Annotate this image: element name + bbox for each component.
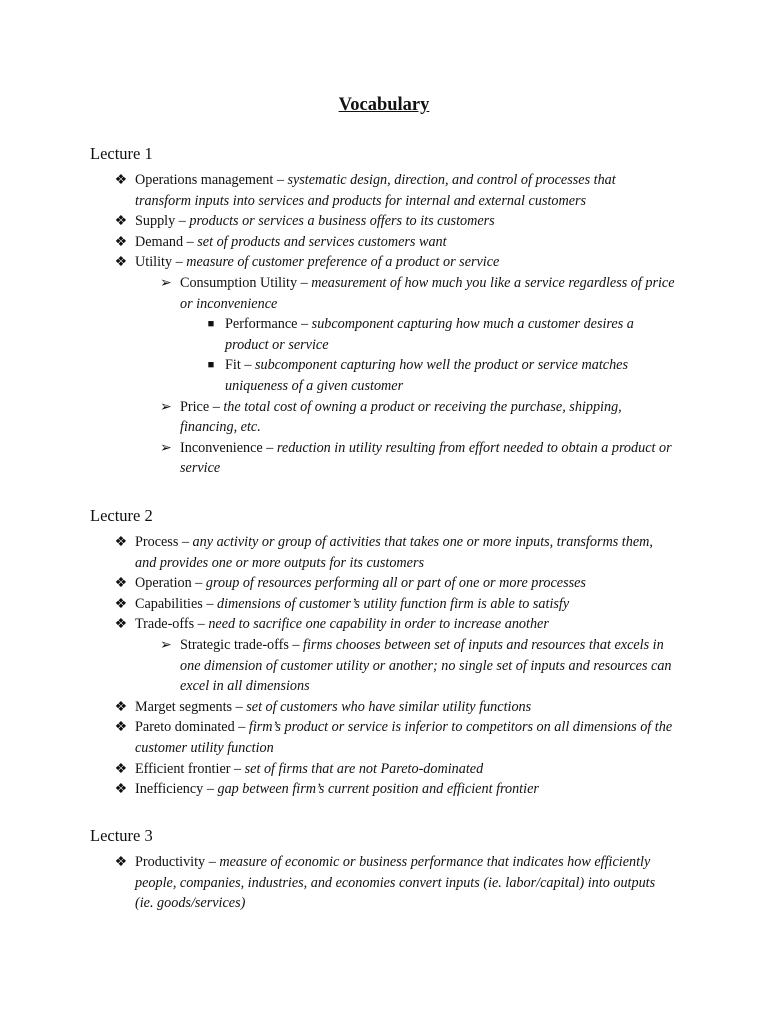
term: Demand bbox=[135, 233, 184, 250]
diamond-bullet-icon: ❖ bbox=[114, 719, 128, 736]
list-item: ➢ Inconvenience – reduction in utility resulting from effort needed to obtain a product or service bbox=[90, 438, 690, 479]
list-item: ❖ Capabilities – dimensions of customer’s utility function firm is able to satisfy bbox=[90, 594, 690, 615]
diamond-bullet-icon: ❖ bbox=[114, 854, 128, 870]
term: Efficient frontier bbox=[135, 760, 231, 777]
term: Strategic trade-offs bbox=[180, 636, 289, 653]
term: Fit bbox=[225, 357, 241, 374]
definition: set of customers who have similar utility functions bbox=[246, 698, 532, 715]
definition: subcomponent capturing how well the product or service matches uniqueness of a given customer bbox=[225, 357, 628, 394]
diamond-bullet-icon: ❖ bbox=[114, 781, 128, 798]
diamond-bullet-icon: ❖ bbox=[114, 595, 128, 612]
list-item: ❖ Pareto dominated – firm’s product or service is inferior to competitors on all dimensions of the customer utility function bbox=[90, 717, 690, 758]
definition: measurement of how much you like a service regardless of price or inconvenience bbox=[180, 274, 675, 312]
diamond-bullet-icon: ❖ bbox=[114, 698, 128, 715]
list-item: ➢ Price – the total cost of owning a product or receiving the purchase, shipping, financing, etc. bbox=[90, 397, 690, 438]
list-item: ■ Performance – subcomponent capturing how much a customer desires a product or service bbox=[90, 314, 690, 355]
term: Consumption Utility bbox=[180, 274, 298, 291]
section-lecture-2 bbox=[90, 505, 690, 800]
arrow-bullet-icon: ➢ bbox=[160, 398, 172, 415]
diamond-bullet-icon: ❖ bbox=[114, 534, 128, 550]
term: Price bbox=[180, 398, 210, 415]
diamond-bullet-icon: ❖ bbox=[114, 213, 128, 230]
arrow-bullet-icon: ➢ bbox=[160, 439, 172, 456]
section-heading: Lecture 1 bbox=[90, 144, 153, 163]
section-lecture-3 bbox=[90, 825, 690, 914]
list-item: ❖ Supply – products or services a business offers to its customers bbox=[90, 211, 690, 232]
diamond-bullet-icon: ❖ bbox=[114, 233, 128, 250]
term: Capabilities bbox=[135, 595, 203, 612]
term: Inconvenience bbox=[180, 439, 263, 456]
term: Pareto dominated bbox=[135, 719, 235, 736]
definition: measure of economic or business performance that indicates how efficiently people, companies, industries, and economies convert inputs (ie. labor/capital) into outputs (ie. goods/services) bbox=[135, 854, 656, 912]
square-bullet-icon: ■ bbox=[207, 318, 215, 331]
list-item: ➢ Strategic trade-offs – firms chooses between set of inputs and resources that excels in one dimension of customer utility or another; no single set of inputs and resources can excel in all dimensions bbox=[90, 635, 690, 697]
definition: systematic design, direction, and control of processes that transform inputs into services and products for internal and external customers bbox=[135, 172, 616, 209]
term: Process bbox=[135, 534, 179, 550]
list-item: ➢ Consumption Utility – measurement of how much you like a service regardless of price or inconvenience bbox=[90, 273, 690, 314]
definition: firm’s product or service is inferior to competitors on all dimensions of the customer utility function bbox=[135, 719, 673, 756]
term: Supply bbox=[135, 213, 176, 230]
list-item: ❖ Utility – measure of customer preference of a product or service bbox=[90, 252, 690, 273]
list-item: ■ Fit – subcomponent capturing how well the product or service matches uniqueness of a given customer bbox=[90, 355, 690, 396]
list-item: ❖ Trade-offs – need to sacrifice one capability in order to increase another bbox=[90, 614, 690, 635]
section-heading: Lecture 2 bbox=[90, 506, 153, 525]
definition: gap between firm’s current position and efficient frontier bbox=[217, 781, 539, 798]
diamond-bullet-icon: ❖ bbox=[114, 172, 128, 188]
definition: set of firms that are not Pareto-dominated bbox=[244, 760, 484, 777]
arrow-bullet-icon: ➢ bbox=[160, 636, 172, 653]
definition: subcomponent capturing how much a customer desires a product or service bbox=[225, 316, 634, 353]
square-bullet-icon: ■ bbox=[207, 359, 215, 372]
definition: group of resources performing all or part of one or more processes bbox=[205, 575, 586, 592]
section-lecture-1 bbox=[90, 143, 690, 479]
diamond-bullet-icon: ❖ bbox=[114, 760, 128, 777]
definition: any activity or group of activities that takes one or more inputs, transforms them, and provides one or more outputs for its customers bbox=[135, 534, 653, 571]
list-item: ❖ Process – any activity or group of activities that takes one or more inputs, transforms them, and provides one or more outputs for its customers bbox=[90, 532, 690, 573]
section-heading: Lecture 3 bbox=[90, 826, 153, 845]
list-item: ❖ Marget segments – set of customers who have similar utility functions bbox=[90, 697, 690, 718]
diamond-bullet-icon: ❖ bbox=[114, 575, 128, 592]
term: Trade-offs bbox=[135, 616, 195, 633]
term: Productivity bbox=[135, 854, 206, 870]
term: Inefficiency bbox=[135, 781, 204, 798]
definition: reduction in utility resulting from effort needed to obtain a product or service bbox=[180, 439, 672, 477]
definition: measure of customer preference of a product or service bbox=[186, 254, 500, 271]
definition: the total cost of owning a product or receiving the purchase, shipping, financing, etc. bbox=[180, 398, 622, 436]
term: Marget segments bbox=[135, 698, 233, 715]
definition: dimensions of customer’s utility function firm is able to satisfy bbox=[216, 595, 570, 612]
diamond-bullet-icon: ❖ bbox=[114, 254, 128, 271]
definition: set of products and services customers want bbox=[197, 233, 447, 250]
arrow-bullet-icon: ➢ bbox=[160, 274, 172, 291]
term: Operations management bbox=[135, 172, 274, 188]
list-item: ❖ Demand – set of products and services customers want bbox=[90, 232, 690, 253]
term: Operation bbox=[135, 575, 192, 592]
document-title: Vocabulary bbox=[338, 95, 430, 115]
definition: need to sacrifice one capability in order to increase another bbox=[208, 616, 549, 633]
term: Performance bbox=[225, 316, 298, 333]
diamond-bullet-icon: ❖ bbox=[114, 616, 128, 633]
definition: products or services a business offers to its customers bbox=[189, 213, 495, 230]
list-item: ❖ Operations management – systematic design, direction, and control of processes that transform inputs into services and products for internal and external customers bbox=[90, 170, 690, 211]
list-item: ❖ Productivity – measure of economic or business performance that indicates how efficiently people, companies, industries, and economies convert inputs (ie. labor/capital) into outputs (ie. goods/services) bbox=[90, 852, 690, 914]
term: Utility bbox=[135, 254, 173, 271]
list-item: ❖ Operation – group of resources performing all or part of one or more processes bbox=[90, 573, 690, 594]
list-item: ❖ Inefficiency – gap between firm’s current position and efficient frontier bbox=[90, 779, 690, 800]
list-item: ❖ Efficient frontier – set of firms that are not Pareto-dominated bbox=[90, 759, 690, 780]
definition: firms chooses between set of inputs and resources that excels in one dimension of customer utility or another; no single set of inputs and resources can excel in all dimensions bbox=[180, 636, 672, 695]
